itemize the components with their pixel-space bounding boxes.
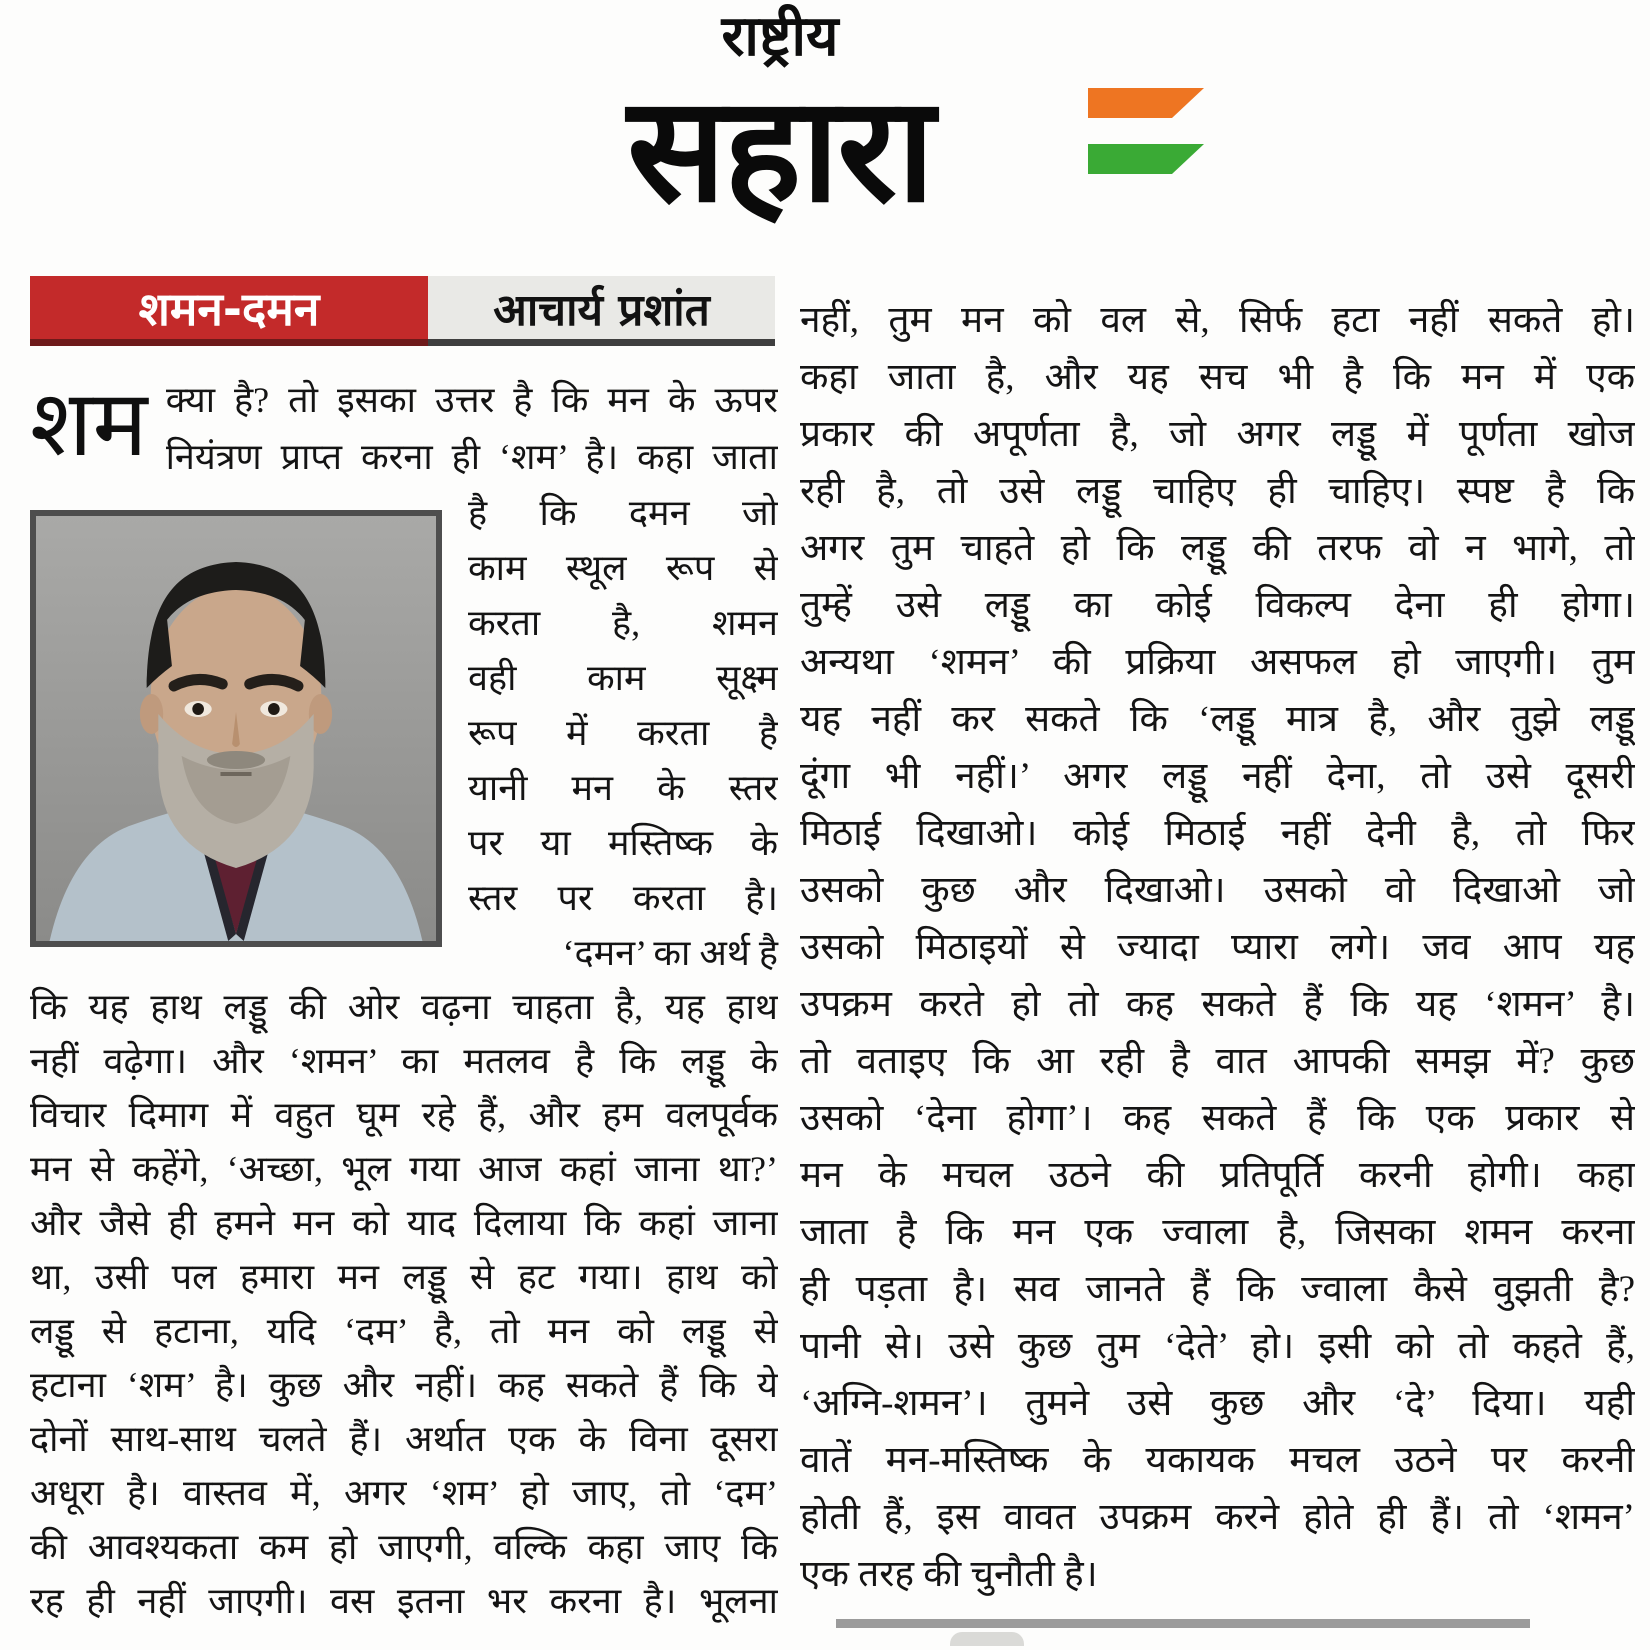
text-line: दूंगा भी नहीं।’ अगर लड्डू नहीं देना, तो उसे दूसरी	[800, 756, 1635, 797]
text-line: उसको ‘देना होगा’। कह सकते हैं कि एक प्रकार से	[800, 1098, 1635, 1139]
end-of-article-rule	[836, 1619, 1530, 1628]
masthead-title: सहारा	[627, 65, 933, 235]
text-line: उसको कुछ और दिखाओ। उसको वो दिखाओ जो	[800, 870, 1635, 911]
headline-bar	[30, 276, 775, 346]
text-line: वातें मन-मस्तिष्क के यकायक मचल उठने पर करनी	[800, 1440, 1635, 1481]
text-line: नहीं वढ़ेगा। और ‘शमन’ का मतलव है कि लड्डू के	[30, 1041, 778, 1081]
text-line: रही है, तो उसे लड्डू चाहिए ही चाहिए। स्पष्ट है कि	[800, 471, 1635, 512]
text-line: काम स्थूल रूप से	[468, 548, 778, 588]
tricolor-flag-icon	[1088, 88, 1204, 184]
drop-cap: शम	[30, 373, 148, 475]
text-line: अन्यथा ‘शमन’ की प्रक्रिया असफल हो जाएगी। तुम	[800, 642, 1635, 683]
text-line: अधूरा है। वास्तव में, अगर ‘शम’ हो जाए, तो ‘दम’	[30, 1473, 778, 1513]
text-line: क्या है? तो इसका उत्तर है कि मन के ऊपर	[165, 380, 778, 420]
article-author: आचार्य प्रशांत	[428, 276, 775, 346]
text-line: पर या मस्तिष्क के	[468, 823, 778, 863]
text-line: था, उसी पल हमारा मन लड्डू से हट गया। हाथ को	[30, 1257, 778, 1297]
text-line: मिठाई दिखाओ। कोई मिठाई नहीं देनी है, तो फिर	[800, 813, 1635, 854]
text-line: यानी मन के स्तर	[468, 768, 778, 808]
portrait-illustration	[36, 516, 436, 941]
text-line: ही पड़ता है। सव जानते हैं कि ज्वाला कैसे वुझती है?	[800, 1269, 1635, 1310]
article-kicker: शमन-दमन	[30, 276, 428, 346]
text-line: होती हैं, इस वावत उपक्रम करने होते ही हैं। तो ‘शमन’	[800, 1497, 1635, 1538]
right-column	[800, 292, 1635, 1646]
text-line: लड्डू से हटाना, यदि ‘दम’ है, तो मन को लड्डू से	[30, 1311, 778, 1351]
text-line: तुम्हें उसे लड्डू का कोई विकल्प देना ही होगा।	[800, 585, 1635, 626]
text-line: जाता है कि मन एक ज्वाला है, जिसका शमन करना	[800, 1212, 1635, 1253]
text-line: अगर तुम चाहते हो कि लड्डू की तरफ वो न भागे, तो	[800, 528, 1635, 569]
article-last-line: एक तरह की चुनौती है।	[800, 1554, 1098, 1595]
text-line: उसको मिठाइयों से ज्यादा प्यारा लगे। जव आप यह	[800, 927, 1635, 968]
text-line: ‘अग्नि-शमन’। तुमने उसे कुछ और ‘दे’ दिया। यही	[800, 1383, 1635, 1424]
text-line: कि यह हाथ लड्डू की ओर वढ़ना चाहता है, यह हाथ	[30, 987, 778, 1027]
text-line: है कि दमन जो	[468, 493, 778, 533]
right-column-body	[800, 292, 1635, 1546]
text-line: रह ही नहीं जाएगी। वस इतना भर करना है। भूलना	[30, 1581, 778, 1621]
text-line: तो वताइए कि आ रही है वात आपकी समझ में? कुछ	[800, 1041, 1635, 1082]
text-line: करता है, शमन	[468, 603, 778, 643]
text-line: हटाना ‘शम’ है। कुछ और नहीं। कह सकते हैं कि ये	[30, 1365, 778, 1405]
text-line: वही काम सूक्ष्म	[468, 658, 778, 698]
text-line: नियंत्रण प्राप्त करना ही ‘शम’ है। कहा जाता	[165, 437, 778, 477]
text-line: और जैसे ही हमने मन को याद दिलाया कि कहां जाना	[30, 1203, 778, 1243]
text-line: पानी से। उसे कुछ तुम ‘देते’ हो। इसी को तो कहते हैं,	[800, 1326, 1635, 1367]
text-line: प्रकार की अपूर्णता है, जो अगर लड्डू में पूर्णता खोज	[800, 414, 1635, 455]
left-column	[30, 372, 778, 1628]
next-item-edge	[950, 1632, 1024, 1646]
text-line: स्तर पर करता है।	[468, 878, 778, 918]
text-line: रूप में करता है	[468, 713, 778, 753]
text-line: नहीं, तुम मन को वल से, सिर्फ हटा नहीं सकते हो।	[800, 300, 1635, 341]
wrap-tail-line: ‘दमन’ का अर्थ है	[562, 933, 778, 973]
text-line: की आवश्यकता कम हो जाएगी, वल्कि कहा जाए कि	[30, 1527, 778, 1567]
author-photo	[30, 510, 442, 947]
text-line: मन से कहेंगे, ‘अच्छा, भूल गया आज कहां जाना था?’	[30, 1149, 778, 1189]
masthead-tagline: राष्ट्रीय	[721, 4, 839, 69]
text-line: उपक्रम करते हो तो कह सकते हैं कि यह ‘शमन’ है।	[800, 984, 1635, 1025]
text-line: कहा जाता है, और यह सच भी है कि मन में एक	[800, 357, 1635, 398]
text-line: मन के मचल उठने की प्रतिपूर्ति करनी होगी। कहा	[800, 1155, 1635, 1196]
text-line: दोनों साथ-साथ चलते हैं। अर्थात एक के विना दूसरा	[30, 1419, 778, 1459]
left-column-body	[30, 980, 778, 1628]
text-line: विचार दिमाग में वहुत घूम रहे हैं, और हम वलपूर्वक	[30, 1095, 778, 1135]
masthead	[480, 4, 1080, 235]
text-line: यह नहीं कर सकते कि ‘लड्डू मात्र है, और तुझे लड्डू	[800, 699, 1635, 740]
